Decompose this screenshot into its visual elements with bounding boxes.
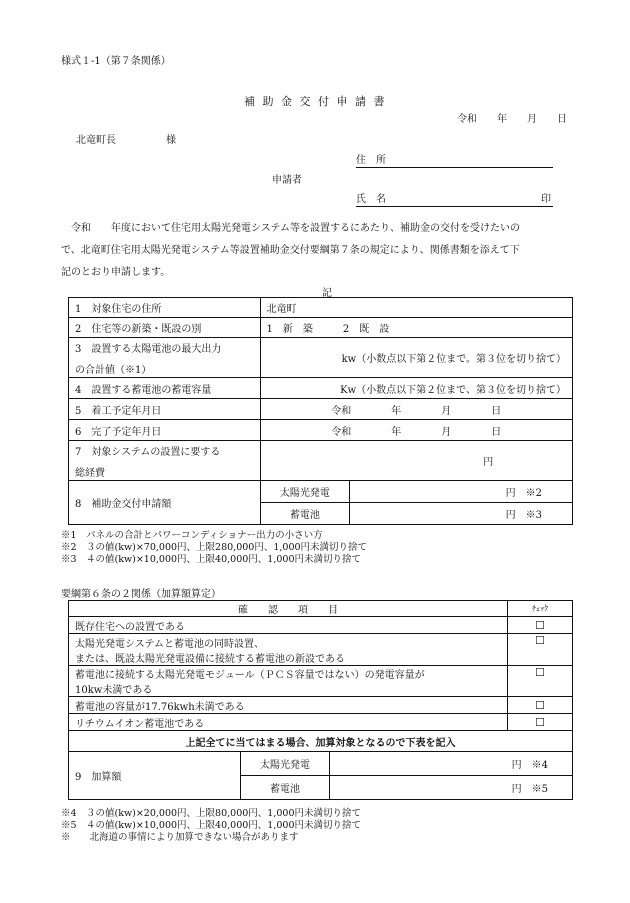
row3-value[interactable]: kw（小数点以下第２位まで。第３位を切り捨て） [260, 338, 573, 378]
checkbox-3[interactable]: ☐ [508, 666, 573, 697]
form-number: 様式１-1（第７条関係） [61, 56, 171, 67]
check-item-3-line2: 10kw未満である [75, 685, 153, 696]
row1-label: 1 対象住宅の住所 [69, 298, 261, 318]
body-text-line-1: 令和 年度において住宅用太陽光発電システム等を設置するにあたり、補助金の交付を受けたいの [61, 223, 520, 234]
table-row [69, 752, 573, 776]
check-item-4: 蓄電池の容量が17.76kwh未満である [69, 697, 508, 714]
note-3: ※3 ４の値(kw)×10,000円、上限40,000円、1,000円未満切り捨て [61, 554, 361, 565]
document-title: 補 助 金 交 付 申 請 書 [244, 95, 387, 108]
row6-value[interactable]: 令和 年 月 日 [260, 420, 573, 441]
address-field[interactable] [356, 151, 553, 168]
date-line: 令和 年 月 日 [457, 114, 567, 125]
row8-battery-label: 蓄電池 [260, 503, 350, 525]
row2-label: 2 住宅等の新築・既設の別 [69, 318, 261, 338]
row3-label [69, 338, 261, 378]
checkbox-2[interactable]: ☐ [508, 634, 573, 666]
row2-value[interactable]: 1 新 築 2 既 設 [260, 318, 573, 338]
row5-label: 5 着工予定年月日 [69, 399, 261, 420]
check-item-1: 既存住宅への設置である [69, 617, 508, 634]
table-row [69, 666, 573, 697]
table-row [69, 697, 573, 714]
checkbox-1[interactable]: ☐ [508, 617, 573, 634]
table-row [69, 731, 573, 752]
check-item-2 [69, 634, 508, 666]
row9-battery-value[interactable]: 円 ※5 [330, 776, 573, 800]
row7-value[interactable]: 円 [260, 441, 573, 481]
note-5: ※5 ４の値(kw)×10,000円、上限40,000円、1,000円未満切り捨て [61, 820, 361, 831]
note-2: ※2 ３の値(kw)×70,000円、上限280,000円、1,000円未満切り捨て [61, 542, 368, 553]
table-row [69, 441, 573, 481]
table-row [69, 714, 573, 731]
note-1: ※1 パネルの合計とパワーコンディショナー出力の小さい方 [61, 530, 323, 541]
checkbox-4[interactable]: ☐ [508, 697, 573, 714]
section2-title: 要綱第６条の２関係（加算額算定） [61, 589, 221, 600]
row3-label-line2: の合計値（※1） [75, 364, 152, 376]
note-6: ※ 北海道の事情により加算できない場合があります [61, 832, 299, 843]
checkbox-5[interactable]: ☐ [508, 714, 573, 731]
row6-label: 6 完了予定年月日 [69, 420, 261, 441]
table-row [69, 399, 573, 420]
row5-value[interactable]: 令和 年 月 日 [260, 399, 573, 420]
row9-solar-value[interactable]: 円 ※4 [330, 752, 573, 776]
row4-label: 4 設置する蓄電池の蓄電容量 [69, 378, 261, 399]
row8-solar-value[interactable]: 円 ※2 [350, 481, 573, 503]
application-table [68, 297, 573, 525]
table-row [69, 338, 573, 378]
row8-solar-label: 太陽光発電 [260, 481, 350, 503]
check-item-2-line2: または、既設太陽光発電設備に接続する蓄電池の新設である [75, 653, 345, 665]
body-text-line-2: で、北竜町住宅用太陽光発電システム等設置補助金交付要綱第７条の規定により、関係書類を添えて下 [61, 245, 520, 256]
row9-label: 9 加算額 [69, 752, 241, 800]
row9-solar-label: 太陽光発電 [240, 752, 330, 776]
table-header-row [69, 601, 573, 617]
body-text-line-3: 記のとおり申請します。 [61, 267, 171, 278]
table-row [69, 481, 573, 503]
table-row [69, 617, 573, 634]
table-row [69, 420, 573, 441]
row4-value[interactable]: Kw（小数点以下第２位まで、第３位を切り捨て） [260, 378, 573, 399]
table-row [69, 318, 573, 338]
row1-value[interactable]: 北竜町 [260, 298, 573, 318]
check-item-3-line1: 蓄電池に接続する太陽光発電モジュール（ＰＣＳ容量ではない）の発電容量が [75, 670, 425, 681]
addition-summary: 上記全てに当てはまる場合、加算対象となるので下表を記入 [69, 731, 573, 752]
check-item-2-line1: 太陽光発電システムと蓄電池の同時設置、 [75, 638, 264, 650]
addressee: 北竜町長 様 [76, 135, 176, 146]
row7-label [69, 441, 261, 481]
ki-heading: 記 [322, 288, 332, 299]
check-item-5: リチウムイオン蓄電池である [69, 714, 508, 731]
address-label: 住 所 [356, 155, 386, 166]
applicant-label: 申請者 [272, 175, 302, 186]
table-row [69, 298, 573, 318]
row7-label-line2: 総経費 [75, 467, 105, 479]
row8-battery-value[interactable]: 円 ※3 [350, 503, 573, 525]
check-column-header: ﾁｪｯｸ [508, 601, 573, 617]
table-row [69, 378, 573, 399]
check-items-header: 確 認 項 目 [69, 601, 508, 617]
row8-label: 8 補助金交付申請額 [69, 481, 261, 525]
addition-check-table [68, 600, 573, 800]
table-row [69, 634, 573, 666]
seal-mark: 印 [541, 194, 551, 205]
note-4: ※4 ３の値(kw)×20,000円、上限80,000円、1,000円未満切り捨て [61, 808, 361, 819]
name-label: 氏 名 [356, 194, 386, 205]
row3-label-line1: 3 設置する太陽電池の最大出力 [75, 343, 222, 355]
check-item-3 [69, 666, 508, 697]
row9-battery-label: 蓄電池 [240, 776, 330, 800]
row7-label-line1: 7 対象システムの設置に要する [75, 446, 221, 458]
name-field[interactable] [356, 190, 553, 207]
